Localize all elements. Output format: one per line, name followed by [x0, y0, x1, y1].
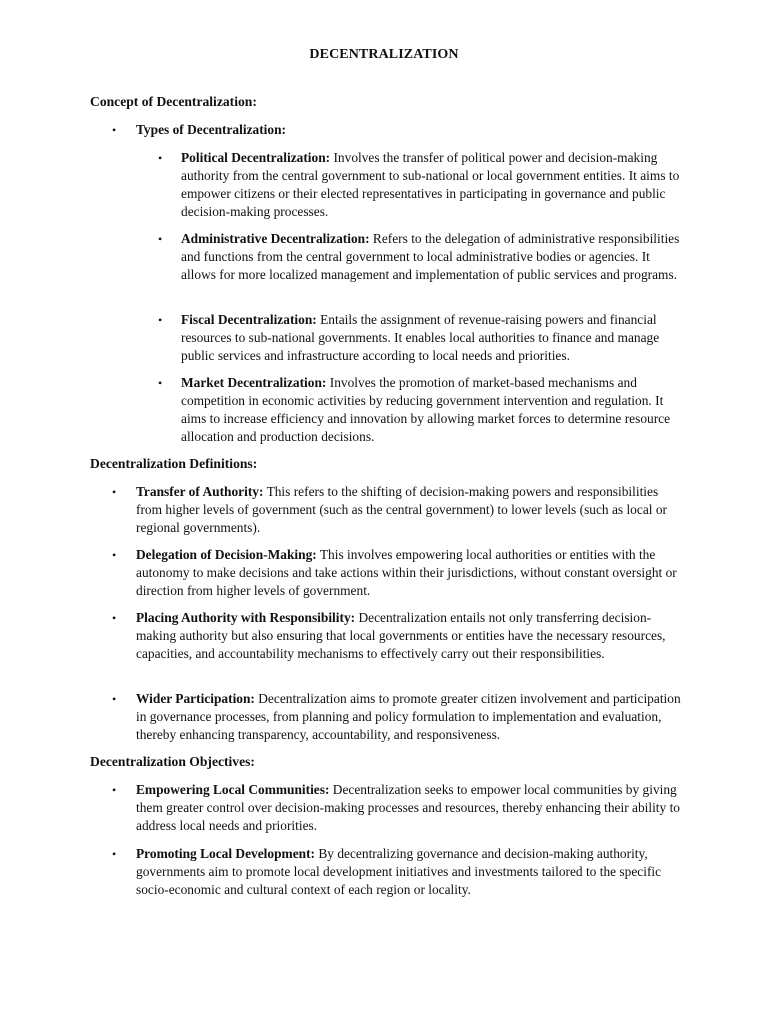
list-item-term: Administrative Decentralization:: [181, 231, 370, 246]
list-item-term: Promoting Local Development:: [136, 846, 316, 861]
bullet-icon: •: [158, 151, 163, 165]
list-item-text: Decentralization seeks to empower local communities by giving them greater control over decision-making processes and resources, thereby enhancing their ability to address local needs and priorities.: [136, 782, 680, 833]
list-item-administrative-decentralization: [158, 230, 681, 284]
list-item-text: Involves the transfer of political power and decision-making authority from the central government to sub-national or local government entities. It aims to empower citizens or their elected representatives in participating in governance and public decision-making processes.: [181, 150, 680, 219]
bullet-icon: •: [112, 783, 117, 797]
bullet-icon: •: [112, 611, 117, 625]
list-item-types-of-decentralization: [112, 121, 681, 139]
bullet-icon: •: [158, 313, 163, 327]
bullet-icon: •: [112, 485, 117, 499]
list-item-text: Decentralization aims to promote greater citizen involvement and participation in governance processes, from planning and policy formulation to implementation and evaluation, thereby enhancing transparency, accountability, and responsiveness.: [136, 691, 681, 742]
list-item-delegation-of-decision-making: [112, 546, 681, 600]
list-item-label: Types of Decentralization:: [136, 122, 286, 137]
list-item-text: This refers to the shifting of decision-making powers and responsibilities from higher levels of government (such as the central government) to lower levels (such as local or regional governments).: [136, 484, 667, 535]
list-item-text: Involves the promotion of market-based mechanisms and competition in economic activities by reducing government intervention and regulation. It aims to increase efficiency and innovation by allowing market forces to determine resource allocation and production decisions.: [181, 375, 671, 444]
list-item-wider-participation: [112, 690, 681, 744]
list-item-text: Refers to the delegation of administrative responsibilities and functions from the central government to local administrative bodies or agencies. It allows for more localized management and implementation of public services and programs.: [181, 231, 680, 282]
list-item-term: Placing Authority with Responsibility:: [136, 610, 356, 625]
bullet-icon: •: [158, 232, 163, 246]
section-heading-objectives: Decentralization Objectives:: [90, 754, 255, 769]
list-item-text: This involves empowering local authorities or entities with the autonomy to make decisions and take actions within their jurisdictions, without constant oversight or direction from higher levels of government.: [136, 547, 677, 598]
list-item-transfer-of-authority: [112, 483, 681, 537]
list-item-term: Empowering Local Communities:: [136, 782, 330, 797]
section-heading-concept: Concept of Decentralization:: [90, 94, 257, 109]
list-item-term: Market Decentralization:: [181, 375, 327, 390]
list-item-placing-authority-with-responsibility: [112, 609, 681, 663]
section-heading-definitions: Decentralization Definitions:: [90, 456, 258, 471]
list-item-text: Entails the assignment of revenue-raising powers and financial resources to sub-national governments. It enables local authorities to finance and manage public services and infrastructure according to local needs and priorities.: [181, 312, 660, 363]
list-item-term: Transfer of Authority:: [136, 484, 264, 499]
bullet-icon: •: [112, 692, 117, 706]
list-item-fiscal-decentralization: [158, 311, 681, 365]
list-item-market-decentralization: [158, 374, 681, 446]
list-item-promoting-local-development: [112, 845, 681, 899]
bullet-icon: •: [112, 123, 117, 137]
list-item-term: Political Decentralization:: [181, 150, 331, 165]
list-item-political-decentralization: [158, 149, 681, 221]
bullet-icon: •: [158, 376, 163, 390]
list-item-term: Fiscal Decentralization:: [181, 312, 317, 327]
list-item-term: Wider Participation:: [136, 691, 255, 706]
page-title: DECENTRALIZATION: [309, 47, 459, 62]
bullet-icon: •: [112, 548, 117, 562]
list-item-text: Decentralization entails not only transferring decision-making authority but also ensuring that local governments or entities have the necessary resources, capacities, and accountability mechanisms to effectively carry out their responsibilities.: [136, 610, 666, 661]
bullet-icon: •: [112, 847, 117, 861]
list-item-text: By decentralizing governance and decision-making authority, governments aim to promote local development initiatives and investments tailored to the specific socio-economic and cultural context of each region or locality.: [136, 846, 662, 897]
list-item-term: Delegation of Decision-Making:: [136, 547, 317, 562]
list-item-empowering-local-communities: [112, 781, 681, 835]
